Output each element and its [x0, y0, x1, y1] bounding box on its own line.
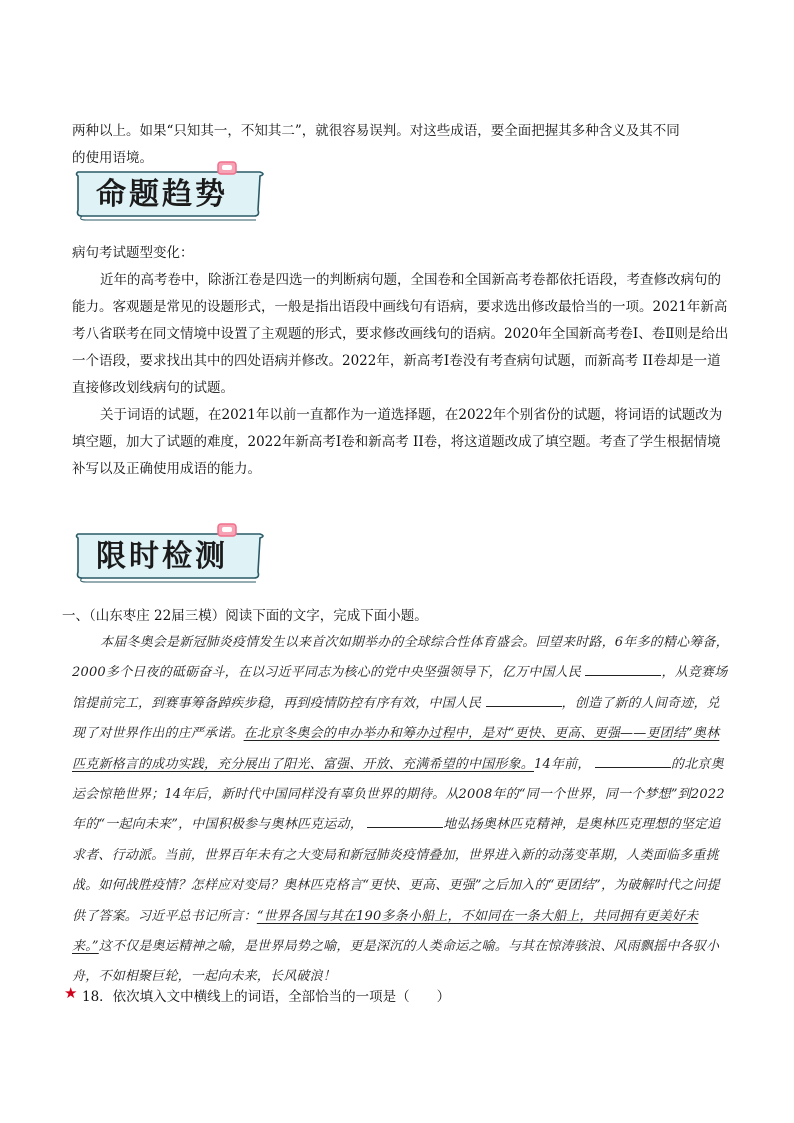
- star-icon: ★: [64, 984, 78, 1002]
- section-header-trend: [72, 160, 272, 224]
- passage-text: ，创造了新的人间奇迹，兑现了对世界作出的庄严承诺。: [72, 695, 720, 742]
- section-header-test: [72, 522, 272, 586]
- passage-text: 14年前，: [534, 756, 591, 772]
- intro-line-1: 两种以上。如果“只知其一，不知其二”，就很容易误判。对这些成语，要全面把握其多种含义及其不同: [72, 123, 680, 139]
- blank-4: [367, 813, 443, 828]
- intro-line-2: 的使用语境。: [72, 150, 153, 166]
- trend-paragraph-1: 近年的高考卷中，除浙江卷是四选一的判断病句题，全国卷和全国新高考卷都依托语段，考查修改病句的能力。客观题是常见的设题形式，一般是指出语段中画线句有语病，要求选出修改最恰当的一项。2021年新高考八省联考在同文情境中设置了主观题的形式，要求修改画线句的语病。2020年全国新高考卷Ⅰ、卷Ⅱ则是给出一个语段，要求找出其中的四处语病并修改。2022年，新高考Ⅰ卷没有考查病句试题，而新高考 II卷却是一道直接修改划线病句的试题。: [72, 272, 729, 396]
- passage-text: 这不仅是奥运精神之喻，是世界局势之喻，更是深沉的人类命运之喻。与其在惊涛骇浪、风雨飘摇中各驭小舟，不如相聚巨轮，一起向未来，长风破浪！: [72, 939, 720, 985]
- blank-1: [585, 661, 661, 676]
- section-title-trend: 命题趋势: [96, 177, 228, 212]
- trend-block: [72, 240, 732, 483]
- passage-text: ，从竞赛场馆提前完工，到赛事筹备踔疾步稳，再到疫情防控有序有效，中国人民: [72, 665, 728, 711]
- passage-text: 的北京奥运会惊艳世界；14年后，新时代中国同样没有辜负世界的期待。从2008年的“同一个世界，同一个梦想”到2022年的“一起向未来”，中国积极参与奥林匹克运动，: [72, 756, 725, 833]
- question-18: 18．依次填入文中横线上的词语，全部恰当的一项是（ ）: [82, 989, 451, 1005]
- blank-2: [486, 692, 562, 707]
- question-intro: 一、（山东枣庄 22届三模）阅读下面的文字，完成下面小题。: [62, 608, 428, 624]
- trend-subtitle: 病句考试题型变化：: [72, 245, 194, 261]
- passage-text: 地弘扬奥林匹克精神，是奥林匹克理想的坚定追求者、行动派。当前，世界百年未有之大变局和新冠肺炎疫情叠加，世界进入新的动荡变革期，人类面临多重挑战。如何战胜疫情？怎样应对变局？奥林匹克格言“更快、更高、更强”之后加入的“更团结”，为破解时代之问提供了答案。习近平总书记所言：: [72, 817, 721, 924]
- trend-paragraph-2: 关于词语的试题，在2021年以前一直都作为一道选择题，在2022年个别省份的试题，将词语的试题改为填空题，加大了试题的难度，2022年新高考Ⅰ卷和新高考 II卷，将这道题改成了填空题。考查了学生根据情境补写以及正确使用成语的能力。: [72, 407, 723, 477]
- section-title-test: 限时检测: [96, 539, 228, 574]
- underlined-sentence: 在北京冬奥会的申办举办和筹办过程中，是对“更快、更高、更强——更团结”奥林匹克新格言的成功实践，充分展出了阳光、富强、开放、充满希望的中国形象。: [72, 726, 720, 772]
- underlined-quote: “世界各国与其在190多条小船上，不如同在一条大船上，共同拥有更美好未来。”: [72, 908, 699, 955]
- blank-3: [595, 753, 671, 768]
- reading-passage: [72, 628, 732, 993]
- passage-text: 本届冬奥会是新冠肺炎疫情发生以来首次如期举办的全球综合性体育盛会。回望来时路，6年多的精心筹备，2000多个日夜的砥砺奋斗，在以习近平同志为核心的党中央坚强领导下，亿万中国人民: [72, 635, 729, 681]
